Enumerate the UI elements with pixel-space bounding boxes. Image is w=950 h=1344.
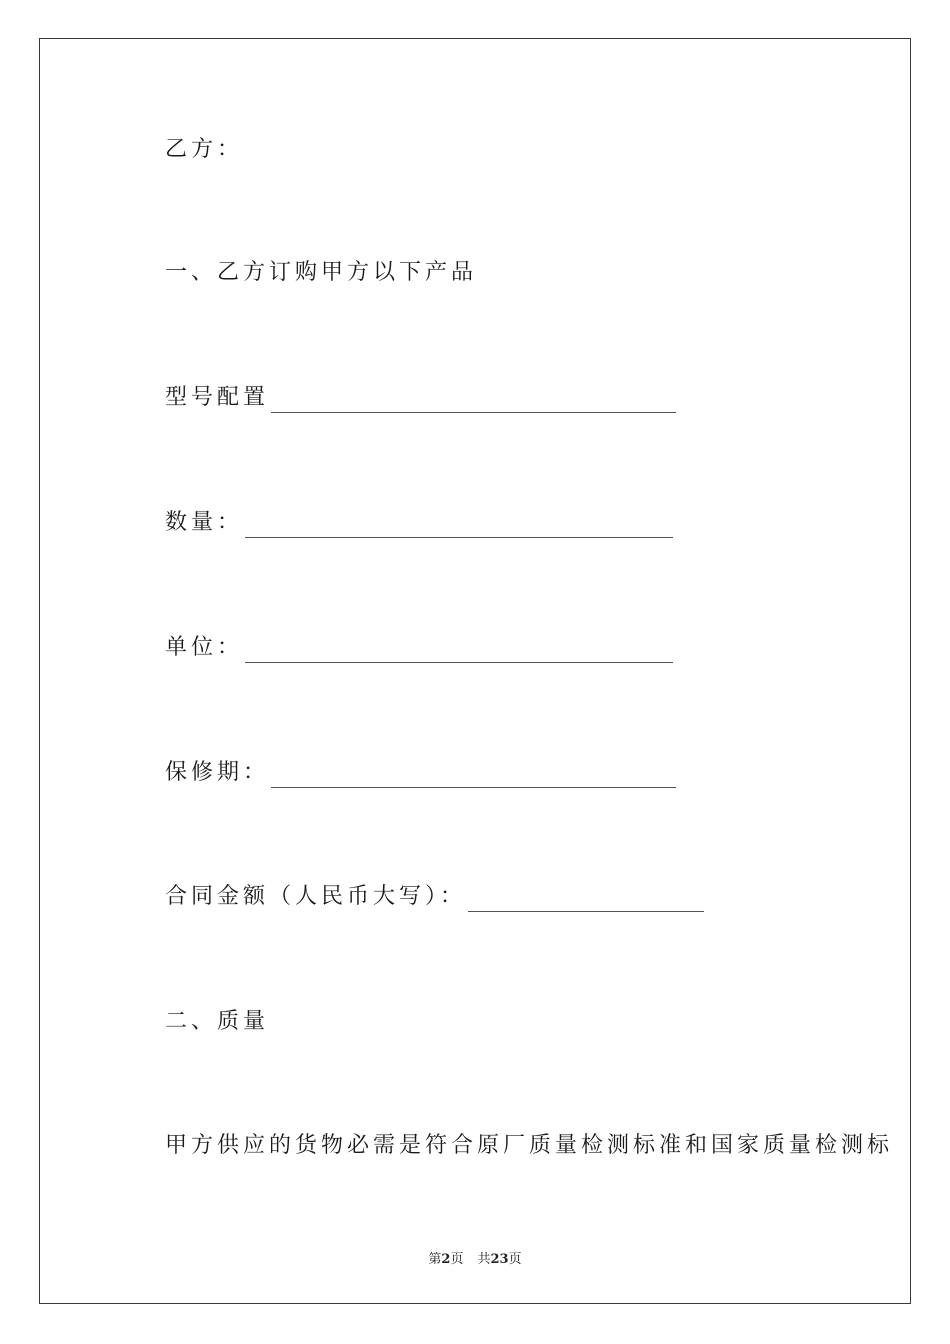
page-border bbox=[39, 38, 911, 1304]
section-2-title-text: 二、质量 bbox=[165, 1009, 270, 1034]
page-number: 2 bbox=[441, 1252, 451, 1267]
page-footer bbox=[0, 1248, 950, 1267]
total-suffix: 页 bbox=[508, 1252, 522, 1267]
page-suffix: 页 bbox=[450, 1252, 464, 1267]
amount-label: 合同金额（人民币大写）： bbox=[165, 884, 467, 909]
warranty-field bbox=[165, 758, 676, 788]
section-1-title-text: 一、乙方订购甲方以下产品 bbox=[165, 260, 478, 285]
amount-blank[interactable] bbox=[468, 889, 704, 912]
warranty-blank[interactable] bbox=[271, 765, 676, 788]
quality-paragraph bbox=[165, 1131, 893, 1161]
quantity-field bbox=[165, 508, 673, 538]
quantity-label: 数量： bbox=[165, 510, 244, 535]
model-blank[interactable] bbox=[271, 390, 676, 413]
total-pages: 23 bbox=[490, 1252, 509, 1267]
total-prefix: 共 bbox=[477, 1252, 491, 1267]
party-b-line bbox=[165, 135, 243, 165]
model-field bbox=[165, 383, 676, 413]
section-2-title bbox=[165, 1007, 269, 1037]
quality-paragraph-text: 甲方供应的货物必需是符合原厂质量检测标准和国家质量检测标 bbox=[165, 1133, 894, 1158]
section-1-title bbox=[165, 258, 477, 288]
amount-field bbox=[165, 882, 704, 912]
page-prefix: 第 bbox=[428, 1252, 442, 1267]
unit-field bbox=[165, 633, 673, 663]
model-label: 型号配置 bbox=[165, 385, 270, 410]
party-b-label: 乙方： bbox=[165, 137, 244, 162]
unit-blank[interactable] bbox=[245, 640, 673, 663]
warranty-label: 保修期： bbox=[165, 760, 270, 785]
quantity-blank[interactable] bbox=[245, 515, 673, 538]
unit-label: 单位： bbox=[165, 635, 244, 660]
